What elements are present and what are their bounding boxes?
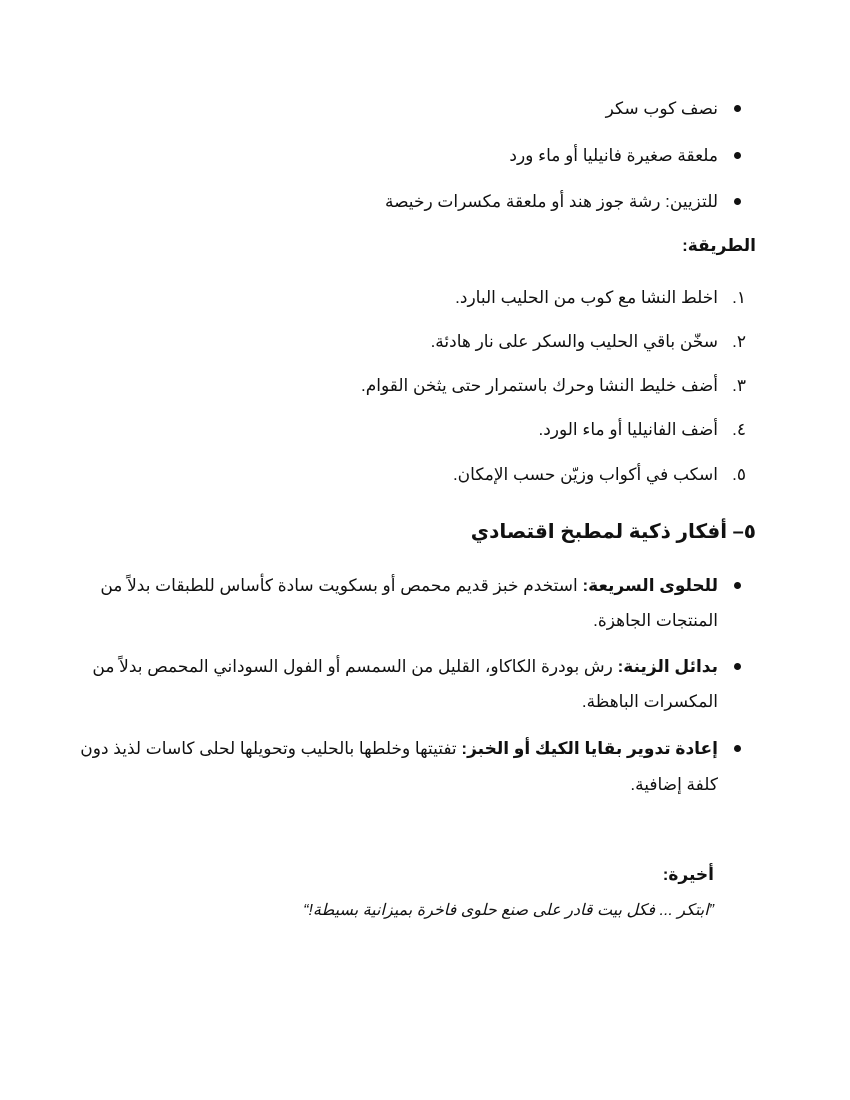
section-title: ٥– أفكار ذكية لمطبخ اقتصادي — [470, 521, 756, 543]
step-text: اسكب في أكواب وزيّن حسب الإمكان. — [452, 465, 718, 484]
tip-label: للحلوى السريعة: — [582, 576, 718, 595]
step-text: أضف خليط النشا وحرك باستمرار حتى يثخن القوام. — [361, 376, 718, 395]
closing-quote: ”ابتكر ... فكل بيت قادر على صنع حلوى فاخرة بميزانية بسيطة!“ — [303, 902, 714, 919]
step-number: ٥. — [732, 465, 746, 484]
ingredient-item: نصف كوب سكر — [605, 99, 718, 118]
method-heading: الطريقة: — [682, 236, 756, 255]
step-text: أضف الفانيليا أو ماء الورد. — [538, 420, 718, 439]
bullet-dot — [734, 745, 741, 752]
tip-continuation: المكسرات الباهظة. — [581, 692, 718, 711]
tip-line — [92, 655, 718, 679]
bullet-dot — [734, 582, 741, 589]
ingredient-item: ملعقة صغيرة فانيليا أو ماء ورد — [509, 146, 718, 165]
tip-line — [100, 574, 718, 598]
tip-text: تفتيتها وخلطها بالحليب وتحويلها لحلى كاسات لذيذ دون — [80, 739, 457, 758]
step-text: اخلط النشا مع كوب من الحليب البارد. — [455, 288, 718, 307]
bullet-dot — [734, 663, 741, 670]
tip-label: بدائل الزينة: — [617, 657, 718, 676]
step-number: ٢. — [732, 332, 746, 351]
tip-continuation: كلفة إضافية. — [630, 775, 718, 794]
tip-continuation: المنتجات الجاهزة. — [593, 611, 718, 630]
ingredient-item: للتزيين: رشة جوز هند أو ملعقة مكسرات رخيصة — [384, 192, 718, 211]
tip-label: إعادة تدوير بقايا الكيك أو الخبز: — [461, 739, 718, 758]
step-text: سخّن باقي الحليب والسكر على نار هادئة. — [430, 332, 718, 351]
tip-line — [80, 737, 718, 761]
tip-text: استخدم خبز قديم محمص أو بسكويت سادة كأساس للطبقات بدلاً من — [100, 576, 578, 595]
bullet-dot — [734, 198, 741, 205]
tip-text: رش بودرة الكاكاو، القليل من السمسم أو الفول السوداني المحمص بدلاً من — [92, 657, 613, 676]
step-number: ٤. — [732, 420, 746, 439]
step-number: ١. — [732, 288, 746, 307]
step-number: ٣. — [732, 376, 746, 395]
bullet-dot — [734, 105, 741, 112]
bullet-dot — [734, 152, 741, 159]
closing-quote-text: ابتكر ... فكل بيت قادر على صنع حلوى فاخرة بميزانية بسيطة! — [308, 902, 709, 919]
closing-heading: أخيرة: — [662, 865, 714, 884]
